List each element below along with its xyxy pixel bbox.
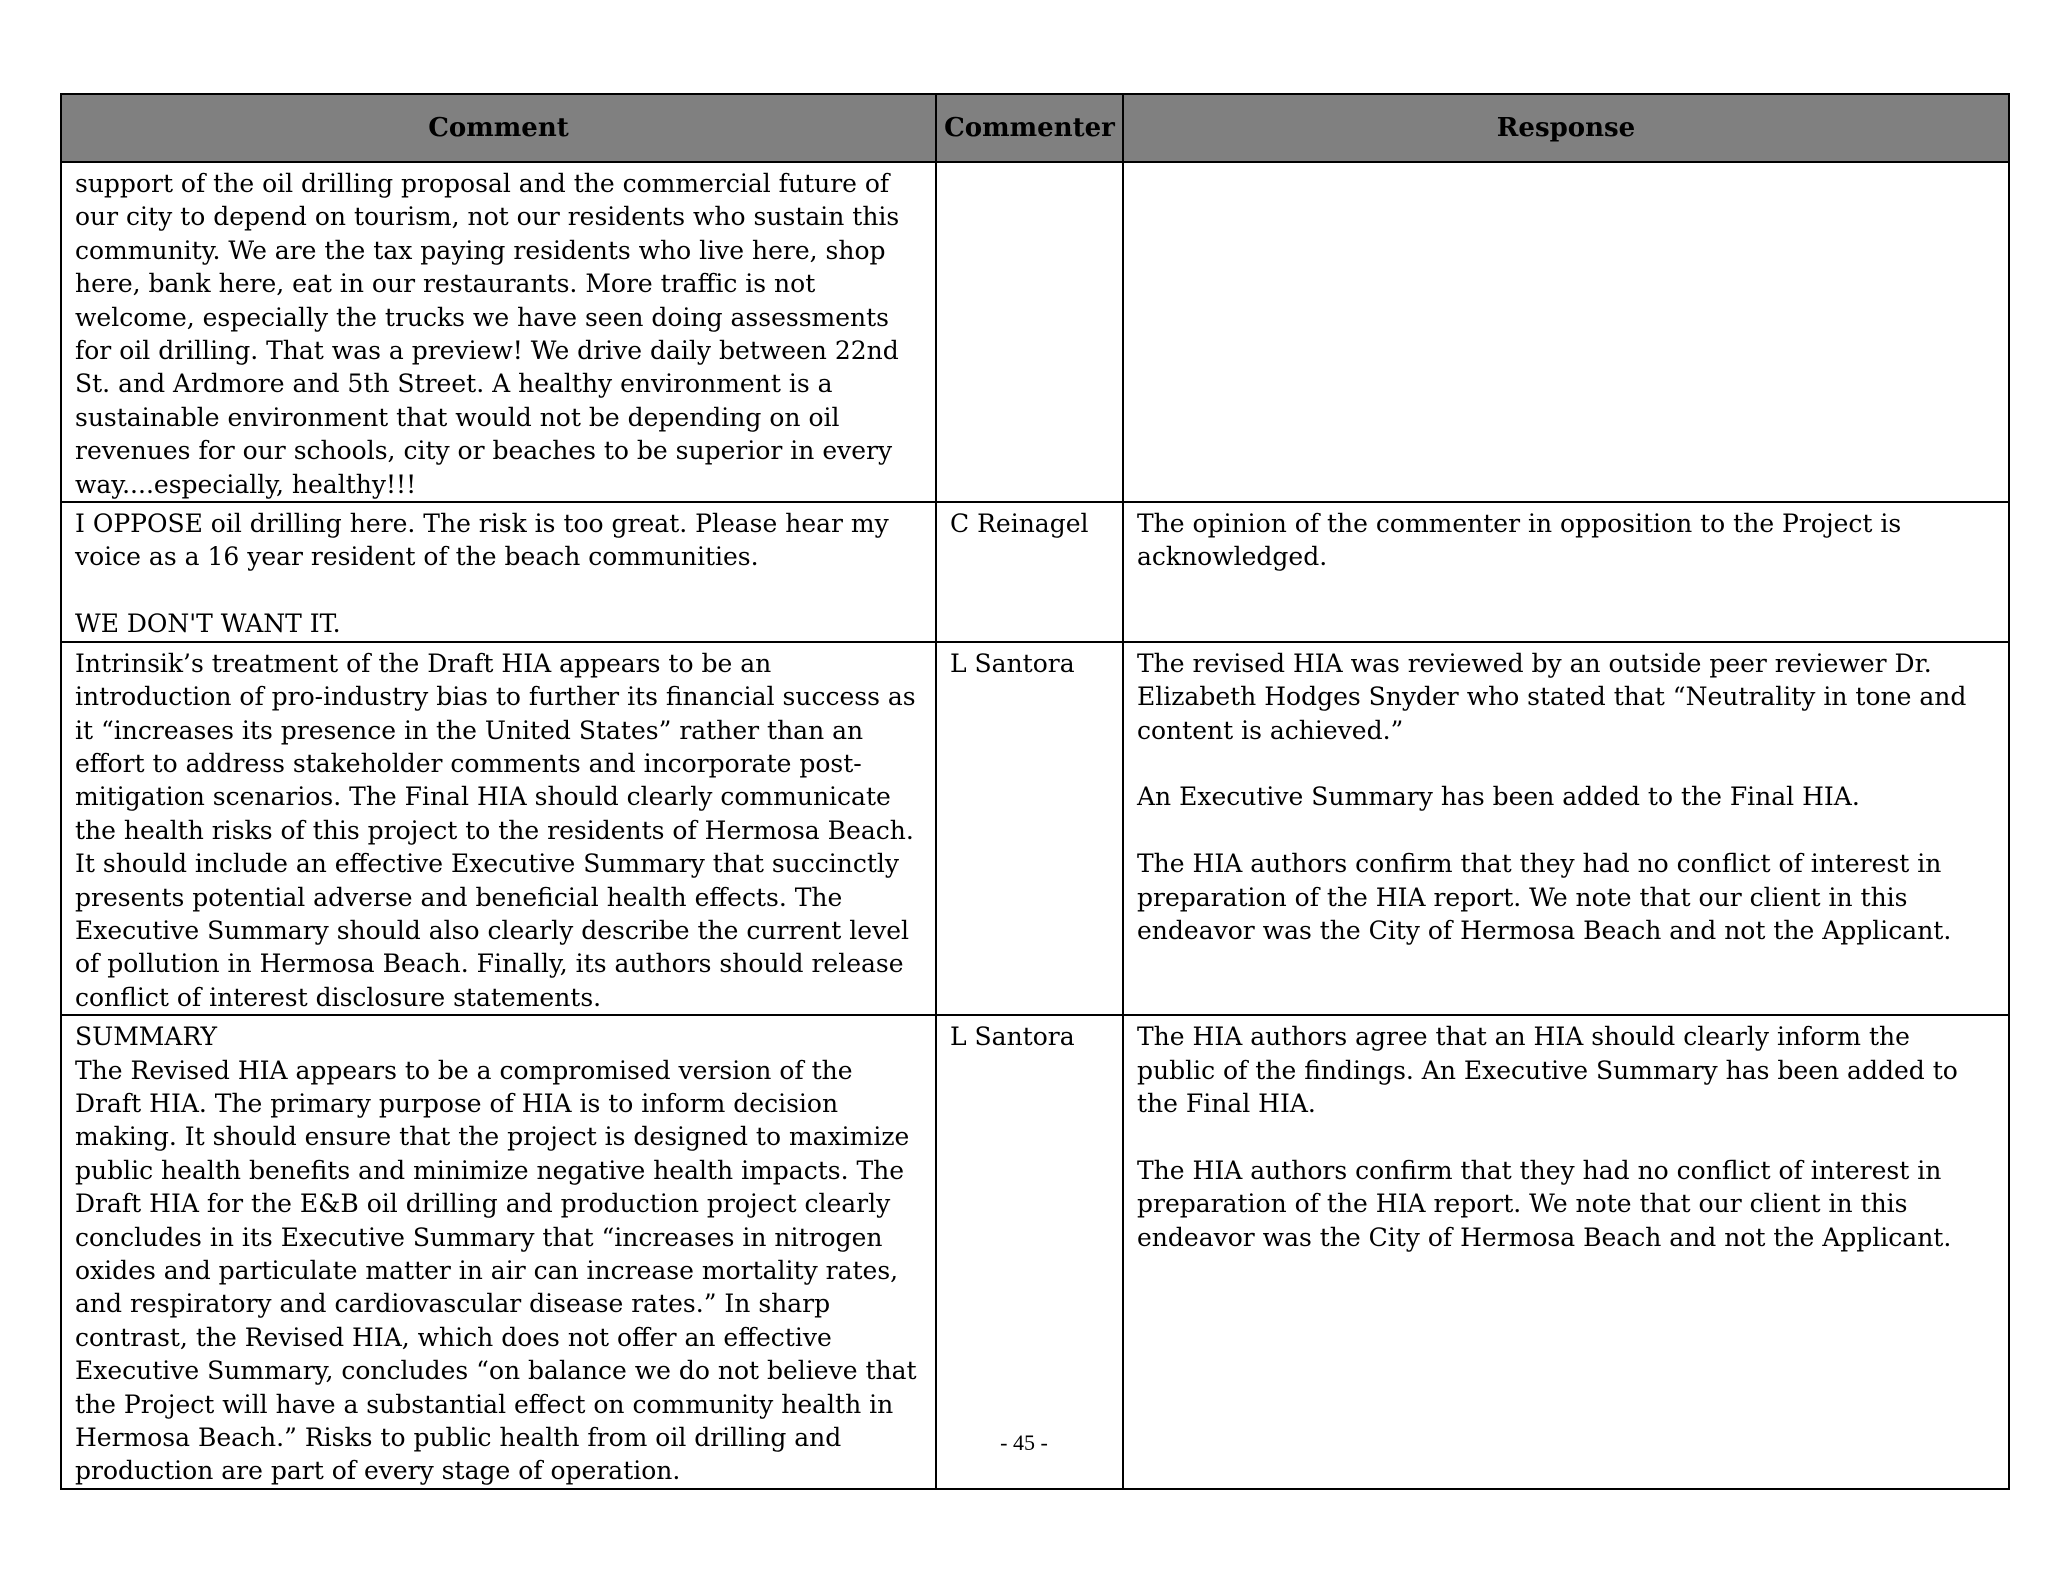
table-row [61, 502, 2009, 642]
comment-cell: I OPPOSE oil drilling here. The risk is too great. Please hear my voice as a 16 year resident of the beach communities. WE DON'T WANT IT. [61, 502, 936, 642]
table-row [61, 162, 2009, 502]
commenter-cell: L Santora [936, 1015, 1123, 1489]
comments-table [60, 93, 2010, 1490]
header-comment: Comment [61, 94, 936, 162]
commenter-cell: L Santora [936, 642, 1123, 1015]
header-response: Response [1123, 94, 2009, 162]
response-cell: The opinion of the commenter in opposition to the Project is acknowledged. [1123, 502, 2009, 642]
response-cell: The revised HIA was reviewed by an outside peer reviewer Dr. Elizabeth Hodges Snyder who stated that “Neutrality in tone and content is achieved.” An Executive Summary has been added to the Final HIA. The HIA authors confirm that they had no conflict of interest in preparation of the HIA report. We note that our client in this endeavor was the City of Hermosa Beach and not the Applicant. [1123, 642, 2009, 1015]
commenter-cell: C Reinagel [936, 502, 1123, 642]
comment-cell: support of the oil drilling proposal and the commercial future of our city to depend on tourism, not our residents who sustain this community. We are the tax paying residents who live here, shop here, bank here, eat in our restaurants. More traffic is not welcome, especially the trucks we have seen doing assessments for oil drilling. That was a preview! We drive daily between 22nd St. and Ardmore and 5th Street. A healthy environment is a sustainable environment that would not be depending on oil revenues for our schools, city or beaches to be superior in every way....especially, healthy!!! [61, 162, 936, 502]
table-row [61, 1015, 2009, 1489]
comment-cell: SUMMARY The Revised HIA appears to be a compromised version of the Draft HIA. The primary purpose of HIA is to inform decision making. It should ensure that the project is designed to maximize public health benefits and minimize negative health impacts. The Draft HIA for the E&B oil drilling and production project clearly concludes in its Executive Summary that “increases in nitrogen oxides and particulate matter in air can increase mortality rates, and respiratory and cardiovascular disease rates.” In sharp contrast, the Revised HIA, which does not offer an effective Executive Summary, concludes “on balance we do not believe that the Project will have a substantial effect on community health in Hermosa Beach.” Risks to public health from oil drilling and production are part of every stage of operation. [61, 1015, 936, 1489]
page-number: - 45 - [1000, 1430, 1048, 1455]
comments-table-container [60, 93, 2008, 1490]
response-cell: The HIA authors agree that an HIA should clearly inform the public of the findings. An Executive Summary has been added to the Final HIA. The HIA authors confirm that they had no conflict of interest in preparation of the HIA report. We note that our client in this endeavor was the City of Hermosa Beach and not the Applicant. [1123, 1015, 2009, 1489]
table-row [61, 642, 2009, 1015]
table-header-row [61, 94, 2009, 162]
commenter-cell [936, 162, 1123, 502]
response-cell [1123, 162, 2009, 502]
header-commenter: Commenter [936, 94, 1123, 162]
comment-cell: Intrinsik’s treatment of the Draft HIA appears to be an introduction of pro-industry bias to further its financial success as it “increases its presence in the United States” rather than an effort to address stakeholder comments and incorporate post-mitigation scenarios. The Final HIA should clearly communicate the health risks of this project to the residents of Hermosa Beach. It should include an effective Executive Summary that succinctly presents potential adverse and beneficial health effects. The Executive Summary should also clearly describe the current level of pollution in Hermosa Beach. Finally, its authors should release conflict of interest disclosure statements. [61, 642, 936, 1015]
